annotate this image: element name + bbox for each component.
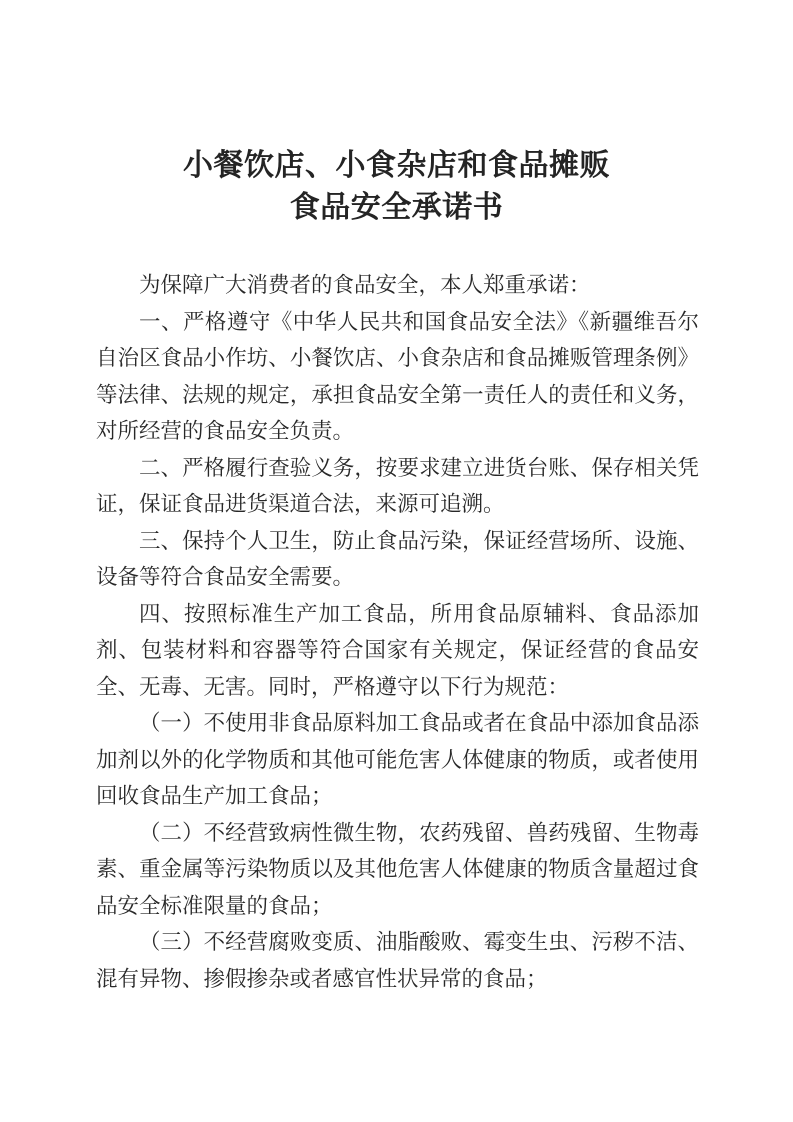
paragraph-item-3: 三、保持个人卫生，防止食品污染，保证经营场所、设施、设备等符合食品安全需要。: [96, 528, 699, 589]
document-title-line-2: 食品安全承诺书: [289, 191, 504, 224]
paragraph-subitem-2: （二）不经营致病性微生物，农药残留、兽药残留、生物毒素、重金属等污染物质以及其他危害人体健康的物质含量超过食品安全标准限量的食品；: [96, 820, 699, 918]
paragraph-item-4: 四、按照标准生产加工食品，所用食品原辅料、食品添加剂、包装材料和容器等符合国家有关规定，保证经营的食品安全、无毒、无害。同时，严格遵守以下行为规范：: [96, 601, 699, 699]
paragraph-subitem-3: （三）不经营腐败变质、油脂酸败、霉变生虫、污秽不洁、混有异物、掺假掺杂或者感官性状异常的食品；: [96, 930, 699, 991]
document-title: [0, 0, 793, 229]
paragraph-intro: 为保障广大消费者的食品安全，本人郑重承诺：: [139, 273, 591, 297]
paragraph-item-2: 二、严格履行查验义务，按要求建立进货台账、保存相关凭证，保证食品进货渠道合法，来源可追溯。: [96, 455, 699, 516]
paragraph-item-1: 一、严格遵守《中华人民共和国食品安全法》《新疆维吾尔自治区食品小作坊、小餐饮店、小食杂店和食品摊贩管理条例》等法律、法规的规定，承担食品安全第一责任人的责任和义务，对所经营的食品安全负责。: [96, 309, 699, 443]
document-title-line-1: 小餐饮店、小食杂店和食品摊贩: [183, 149, 610, 182]
document-body: [0, 267, 793, 997]
paragraph-subitem-1: （一）不使用非食品原料加工食品或者在食品中添加食品添加剂以外的化学物质和其他可能危害人体健康的物质，或者使用回收食品生产加工食品；: [96, 711, 699, 808]
